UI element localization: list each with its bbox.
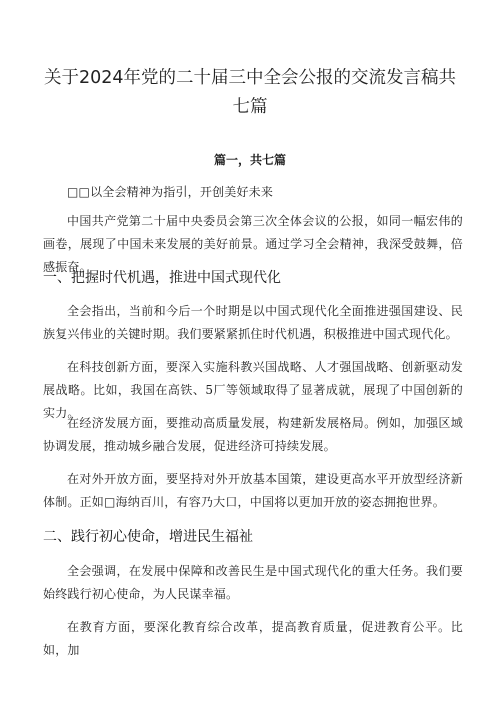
heading-2: 二、践行初心使命，增进民生福祉: [43, 529, 253, 545]
paragraph-3: 在科技创新方面，要深入实施科教兴国战略、人才强国战略、创新驱动发展战略。比如，我国在高铁、5厂等领域取得了显著成就，展现了中国创新的实力。: [43, 360, 463, 420]
paragraph-4: 在经济发展方面，要推动高质量发展，构建新发展格局。例如，加强区域协调发展，推动城乡融合发展，促进经济可持续发展。: [43, 416, 463, 453]
paragraph-2: 全会指出，当前和今后一个时期是以中国式现代化全面推进强国建设、民族复兴伟业的关键时期。我们要紧紧抓住时代机遇，积极推进中国式现代化。: [43, 304, 463, 341]
paragraph-7: 在教育方面，要深化教育综合改革，提高教育质量，促进教育公平。比如，加: [43, 620, 463, 657]
paragraph-5: 在对外开放方面，要坚持对外开放基本国策，建设更高水平开放型经济新体制。正如□海纳百川，有容乃大口，中国将以更加开放的姿态拥抱世界。: [43, 472, 463, 509]
heading-1: 一、把握时代机遇，推进中国式现代化: [43, 270, 281, 286]
paragraph-6: 全会强调，在发展中保障和改善民生是中国式现代化的重大任务。我们要始终践行初心使命，为人民谋幸福。: [43, 564, 463, 601]
document-title: 关于2024年党的二十届三中全会公报的交流发言稿共七篇: [43, 68, 457, 117]
paragraph-intro-line: □□以全会精神为指引，开创美好未来: [67, 185, 274, 199]
paragraph-1: 中国共产党第二十届中央委员会第三次全体会议的公报，如同一幅宏伟的画卷，展现了中国未来发展的美好前景。通过学习全会精神，我深受鼓舞，倍感振奋。: [43, 214, 463, 274]
document-subtitle: 篇一，共七篇: [213, 153, 286, 167]
